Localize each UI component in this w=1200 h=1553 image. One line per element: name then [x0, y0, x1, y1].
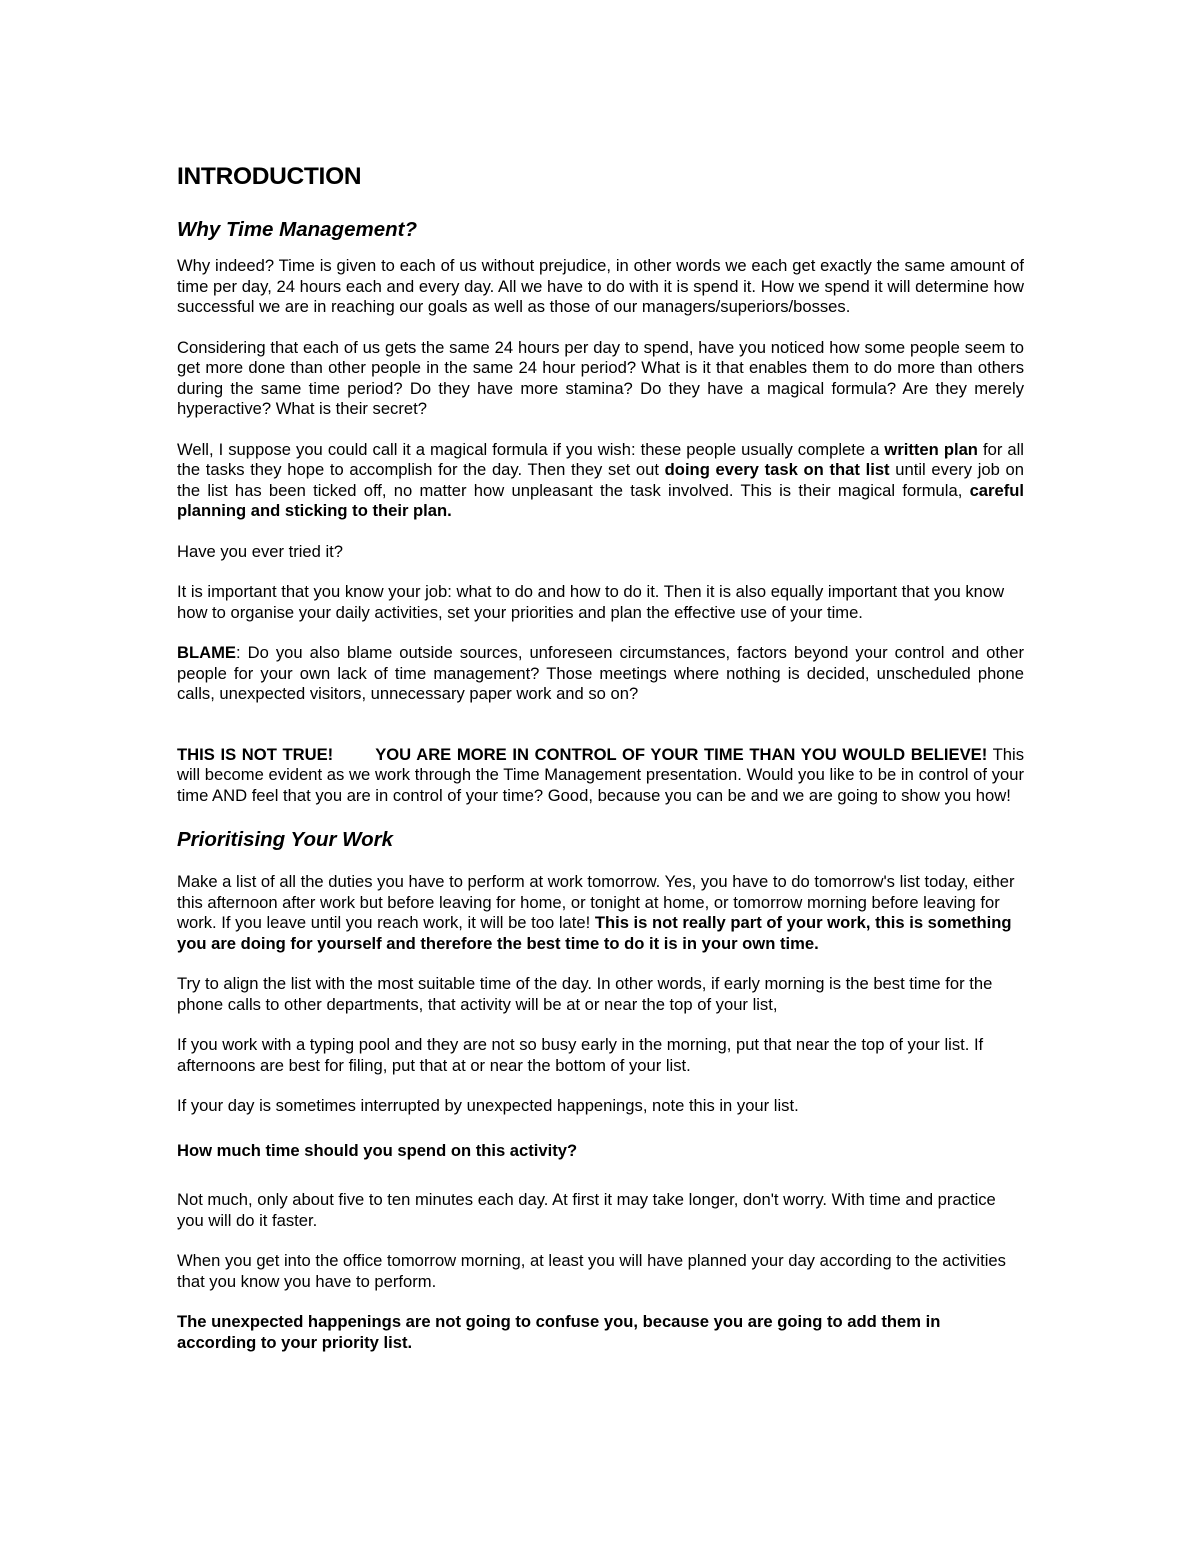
paragraph-have-you-tried: Have you ever tried it? — [177, 541, 344, 561]
document-page — [177, 160, 1024, 1353]
paragraph-blame: BLAME: Do you also blame outside sources, unforeseen circumstances, factors beyond your control and other people for your own lack of time management? Those meetings where nothing is decided, unscheduled phone calls, unexpected visitors, unnecessary paper work and so on? — [177, 643, 1024, 703]
paragraph-not-much: Not much, only about five to ten minutes each day. At first it may take longer, don't worry. With time and practice you will do it faster. — [177, 1190, 996, 1230]
paragraph-interrupted: If your day is sometimes interrupted by unexpected happenings, note this in your list. — [177, 1096, 799, 1115]
section-heading-why-time-management: Why Time Management? — [177, 218, 417, 241]
paragraph-office-tomorrow: When you get into the office tomorrow morning, at least you will have planned your day according to the activities that you know you have to perform. — [177, 1251, 1006, 1291]
paragraph-considering: Considering that each of us gets the same 24 hours per day to spend, have you noticed how some people seem to get more done than other people in the same 24 hour period? What is it that enables them to do more than others during the same time period? Do they have more stamina? Do they have a magical formula? Are they merely hyperactive? What is their secret? — [177, 337, 1024, 418]
paragraph-make-a-list: Make a list of all the duties you have to perform at work tomorrow. Yes, you have to do tomorrow's list today, either this afternoon after work but before leaving for home, or tonight at home, or tomorrow morning before leaving for work. If you leave until you reach work, it will be too late! This is not really part of your work, this is something you are doing for yourself and therefore the best time to do it is in your own time. — [177, 872, 1015, 953]
paragraph-know-your-job: It is important that you know your job: what to do and how to do it. Then it is also equally important that you know how to organise your daily activities, set your priorities and plan the effective use of your time. — [177, 582, 1005, 622]
paragraph-not-true: THIS IS NOT TRUE! YOU ARE MORE IN CONTROL OF YOUR TIME THAN YOU WOULD BELIEVE! This will become evident as we work through the Time Management presentation. Would you like to be in control of your time AND feel that you are in control of your time? Good, because you can be and we are going to show you how! — [177, 744, 1024, 805]
paragraph-magical-formula: Well, I suppose you could call it a magical formula if you wish: these people usually complete a written plan for all the tasks they hope to accomplish for the day. Then they set out doing every task on that list until every job on the list has been ticked off, no matter how unpleasant the task involved. This is their magical formula, careful planning and sticking to their plan. — [177, 439, 1024, 520]
paragraph-align-list: Try to align the list with the most suitable time of the day. In other words, if early morning is the best time for the phone calls to other departments, that activity will be at or near the top of your list, — [177, 974, 993, 1014]
page-title: INTRODUCTION — [177, 163, 362, 190]
paragraph-unexpected-happenings: The unexpected happenings are not going to confuse you, because you are going to add them in according to your priority list. — [177, 1312, 941, 1352]
section-heading-prioritising: Prioritising Your Work — [177, 828, 394, 851]
subheading-how-much-time: How much time should you spend on this activity? — [177, 1140, 578, 1160]
paragraph-typing-pool: If you work with a typing pool and they are not so busy early in the morning, put that near the top of your list. If afternoons are best for filing, put that at or near the bottom of your list. — [177, 1035, 984, 1075]
paragraph-why-indeed: Why indeed? Time is given to each of us without prejudice, in other words we each get exactly the same amount of time per day, 24 hours each and every day. All we have to do with it is spend it. How we spend it will determine how successful we are in reaching our goals as well as those of our managers/superiors/bosses. — [177, 256, 1024, 316]
